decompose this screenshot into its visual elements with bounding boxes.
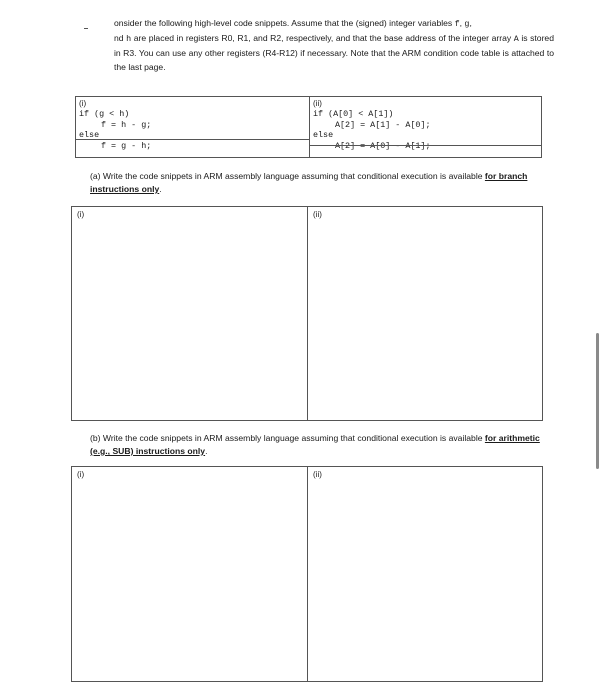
snippet-ii-divider [310,145,541,146]
intro-text-3: are placed in registers R0, R1, and R2, respectively, and that the base address of the integer array [131,33,514,43]
part-a-answer-table [71,206,543,421]
var-g: g [464,19,470,29]
snippet-ii-cell [310,97,541,157]
part-b-answer-table [71,466,543,682]
snippet-ii-tag: (ii) [313,99,322,108]
snippet-i-line-4: f = g - h; [101,140,152,151]
part-b-answer-ii[interactable] [308,467,542,681]
snippet-i-line-2: f = h - g; [101,119,152,130]
intro-sep-1: , [459,18,465,28]
part-a-tag-ii: (ii) [313,210,322,219]
snippet-ii-line-1: if (A[0] < A[1]) [313,109,394,119]
part-b-question [90,432,545,458]
snippet-ii-line-4: A[2] = A[0] - A[1]; [335,140,431,151]
var-f: f [454,19,460,29]
intro-text-1: onsider the following high-level code snippets. Assume that the (signed) integer variables [114,18,455,28]
snippet-ii-line-2: A[2] = A[1] - A[0]; [335,119,431,130]
part-b-answer-i[interactable] [72,467,308,681]
snippet-i-divider [76,139,309,140]
part-a-answer-ii[interactable] [308,207,542,420]
part-a-question [90,170,545,196]
part-a-answer-i[interactable] [72,207,308,420]
snippet-ii-line-3: else [313,130,334,140]
snippet-i-line-3: else [79,130,100,140]
intro-paragraph [114,16,554,74]
bullet-dash [84,28,88,29]
intro-sep-2: , [469,18,472,28]
var-A: A [513,34,519,44]
part-a-end: . [159,184,162,194]
part-b-text: (b) Write the code snippets in ARM assembly language assuming that conditional execution is available [90,433,485,443]
part-a-text: (a) Write the code snippets in ARM assembly language assuming that conditional execution is available [90,171,485,181]
snippet-i-line-1: if (g < h) [79,109,130,119]
part-b-tag-i: (i) [77,470,85,479]
snippet-i-cell [76,97,310,157]
part-b-end: . [205,446,208,456]
code-snippets-table [75,96,542,158]
vertical-scrollbar[interactable] [596,333,599,469]
part-a-requirement: for branch instructions only [90,171,528,194]
part-b-requirement: for arithmetic (e.g., SUB) instructions only [90,433,540,456]
intro-text-2: nd [114,33,127,43]
snippet-i-tag: (i) [79,99,87,108]
part-b-tag-ii: (ii) [313,470,322,479]
part-a-tag-i: (i) [77,210,85,219]
var-h: h [126,34,132,44]
intro-text-4: is stored in R3. You can use any other registers (R4-R12) if necessary. Note that the ARM condition code table is attached to the last page. [114,33,554,72]
